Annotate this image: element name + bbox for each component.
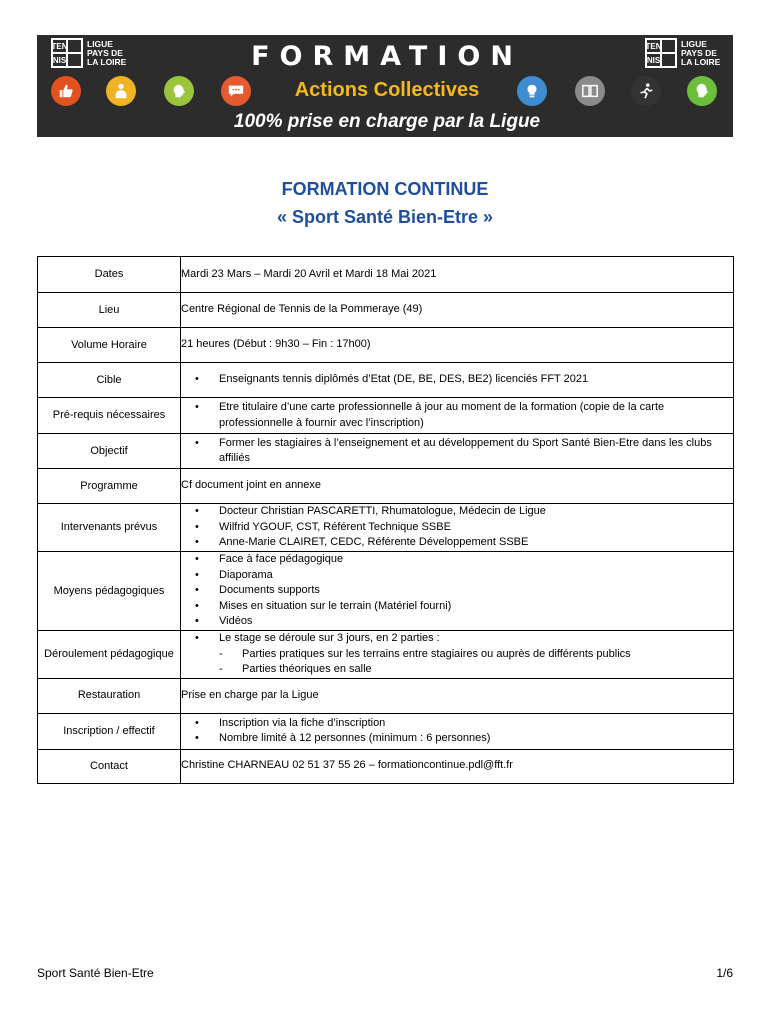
row-label: Cible — [38, 363, 181, 398]
list-item: • Face à face pédagogique — [181, 552, 733, 568]
table-row — [38, 713, 734, 749]
table-row — [38, 293, 734, 328]
formation-table — [37, 256, 734, 784]
logo-line: LIGUE — [681, 38, 707, 49]
logo-line: LIGUE — [87, 38, 113, 49]
ligue-logo-right — [645, 38, 720, 68]
row-value — [181, 713, 734, 749]
row-value — [181, 504, 734, 552]
table-row — [38, 552, 734, 631]
row-label: Lieu — [38, 293, 181, 328]
page-title: FORMATION CONTINUE — [281, 179, 489, 199]
row-value — [181, 434, 734, 469]
table-row — [38, 257, 734, 293]
logo-line: PAYS DE — [87, 47, 123, 58]
page-subtitle: « Sport Santé Bien-Etre » — [276, 207, 494, 227]
row-label: Pré-requis nécessaires — [38, 398, 181, 434]
row-value: Mardi 23 Mars – Mardi 20 Avril et Mardi 18 Mai 2021 — [181, 257, 734, 293]
logo-line: LA LOIRE — [87, 56, 127, 67]
list-item: • Diaporama — [181, 568, 733, 584]
logo-ten: TEN — [52, 39, 67, 53]
banner-title: FORMATION — [251, 41, 523, 72]
mind-icon — [164, 76, 194, 106]
row-label: Intervenants prévus — [38, 504, 181, 552]
table-row — [38, 434, 734, 469]
banner-tagline: 100% prise en charge par la Ligue — [233, 111, 541, 132]
ligue-logo-left — [51, 38, 126, 68]
list-item: • Inscription via la fiche d’inscription — [181, 716, 733, 732]
list-item: • Vidéos — [181, 614, 733, 630]
lightbulb-icon — [517, 76, 547, 106]
sub-list-item: - Parties théoriques en salle — [219, 662, 733, 678]
row-label: Objectif — [38, 434, 181, 469]
logo-ten: TEN — [646, 39, 661, 53]
row-label: Moyens pédagogiques — [38, 552, 181, 631]
table-row — [38, 631, 734, 679]
table-row — [38, 328, 734, 363]
head-icon — [687, 76, 717, 106]
list-item: • Former les stagiaires à l’enseignement et au développement du Sport Santé Bien-Etre dans les clubs affiliés — [181, 436, 733, 467]
table-row — [38, 749, 734, 783]
logo-nis: NIS — [646, 53, 661, 67]
row-label: Déroulement pédagogique — [38, 631, 181, 679]
person-icon — [106, 76, 136, 106]
runner-icon — [631, 76, 661, 106]
list-item: • Docteur Christian PASCARETTI, Rhumatologue, Médecin de Ligue — [181, 504, 733, 520]
table-row — [38, 398, 734, 434]
list-item: • Etre titulaire d’une carte professionnelle à jour au moment de la formation (copie de la carte professionnelle à fournir avec l’inscription) — [181, 400, 733, 431]
logo-nis: NIS — [52, 53, 67, 67]
table-row — [38, 469, 734, 504]
row-value: 21 heures (Début : 9h30 – Fin : 17h00) — [181, 328, 734, 363]
list-item: • Enseignants tennis diplômés d’Etat (DE, BE, DES, BE2) licenciés FFT 2021 — [181, 372, 733, 388]
list-item — [181, 631, 733, 678]
book-icon — [575, 76, 605, 106]
list-item: • Mises en situation sur le terrain (Matériel fourni) — [181, 599, 733, 615]
list-item: • Anne-Marie CLAIRET, CEDC, Référente Développement SSBE — [181, 535, 733, 551]
row-label: Volume Horaire — [38, 328, 181, 363]
row-value — [181, 363, 734, 398]
row-label: Inscription / effectif — [38, 713, 181, 749]
row-value — [181, 552, 734, 631]
row-value: Prise en charge par la Ligue — [181, 678, 734, 713]
list-item: • Documents supports — [181, 583, 733, 599]
row-label: Restauration — [38, 678, 181, 713]
row-label: Contact — [38, 749, 181, 783]
table-row — [38, 504, 734, 552]
chat-icon — [221, 76, 251, 106]
footer-title: Sport Santé Bien-Etre — [37, 966, 154, 980]
table-row — [38, 363, 734, 398]
row-value: Cf document joint en annexe — [181, 469, 734, 504]
row-value: Christine CHARNEAU 02 51 37 55 26 – formationcontinue.pdl@fft.fr — [181, 749, 734, 783]
thumbs-up-icon — [51, 76, 81, 106]
list-item: • Wilfrid YGOUF, CST, Référent Technique SSBE — [181, 520, 733, 536]
list-item: • Nombre limité à 12 personnes (minimum : 6 personnes) — [181, 731, 733, 747]
table-row — [38, 678, 734, 713]
page-number: 1/6 — [716, 966, 733, 980]
row-value — [181, 631, 734, 679]
formation-banner — [37, 35, 733, 137]
row-value — [181, 398, 734, 434]
sub-list-item: - Parties pratiques sur les terrains entre stagiaires ou auprès de différents publics — [219, 647, 733, 663]
banner-subtitle: Actions Collectives — [294, 79, 480, 101]
list-item-text: Le stage se déroule sur 3 jours, en 2 parties : — [219, 632, 440, 644]
row-value: Centre Régional de Tennis de la Pommeraye (49) — [181, 293, 734, 328]
row-label: Programme — [38, 469, 181, 504]
logo-line: PAYS DE — [681, 47, 717, 58]
logo-line: LA LOIRE — [681, 56, 721, 67]
row-label: Dates — [38, 257, 181, 293]
